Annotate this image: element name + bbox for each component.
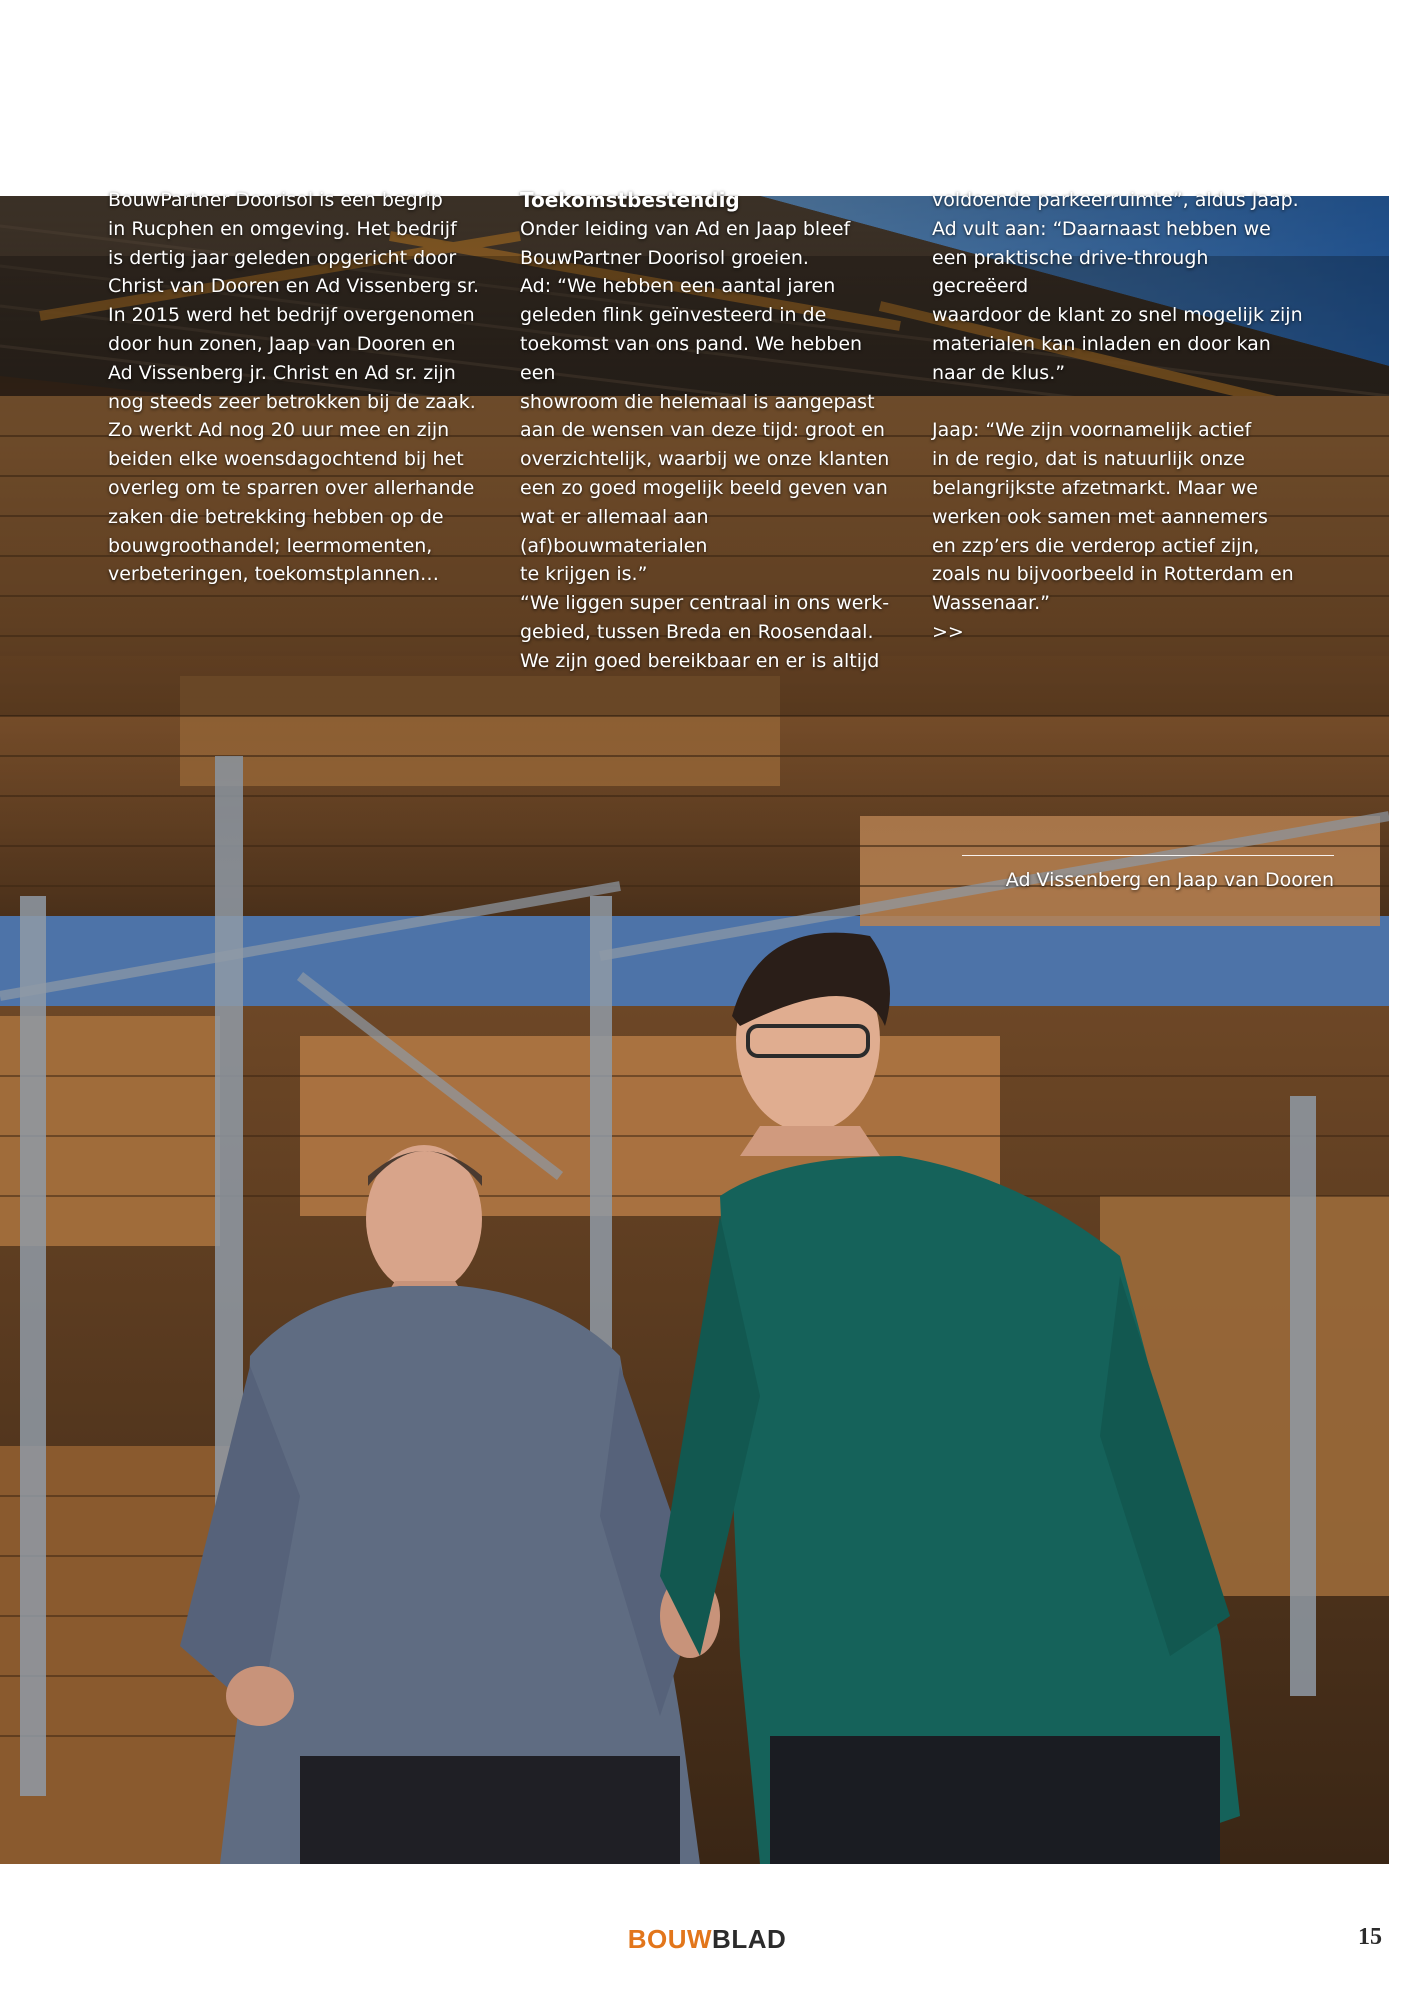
caption-divider xyxy=(962,855,1334,856)
section-heading: Toekomstbestendig xyxy=(520,188,740,212)
article-column-3 xyxy=(932,186,1308,647)
page-number: 15 xyxy=(1358,1924,1382,1950)
intro-paragraph: BouwPartner Doorisol is een begrip in Rucphen en omgeving. Het bedrijf is dertig jaar geleden opgericht door Christ van Dooren en Ad Vissenberg sr. In 2015 werd het bedrijf overgenomen door hun zonen, Jaap van Dooren en Ad Vissenberg jr. Christ en Ad sr. zijn nog steeds zeer betrokken bij de zaak. Zo werkt Ad nog 20 uur mee en zijn beiden elke woensdagochtend bij het overleg om te sparren over allerhande zaken die betrekking hebben op de bouwgroothandel; leermomenten, verbeteringen, toekomstplannen… xyxy=(108,189,480,586)
quote-paragraph: Jaap: “We zijn voornamelijk actief in de regio, dat is natuurlijk onze belangrijkste afzetmarkt. Maar we werken ook samen met aannemers en zzp’ers die verderop actief zijn, zoals nu bijvoorbeeld in Rotterdam en Wassenaar.” xyxy=(932,419,1294,615)
logo-part-blad: BLAD xyxy=(712,1924,787,1954)
continued-paragraph: voldoende parkeerruimte”, aldus Jaap. Ad vult aan: “Daarnaast hebben we een praktische drive-through gecreëerd waardoor de klant zo snel mogelijk zijn materialen kan inladen en door kan naar de klus.” xyxy=(932,189,1303,384)
continue-marker: >> xyxy=(932,620,964,643)
article-column-2 xyxy=(520,186,896,676)
section-paragraph: Onder leiding van Ad en Jaap bleef BouwPartner Doorisol groeien. Ad: “We hebben een aantal jaren geleden flink geïnvesteerd in de toekomst van ons pand. We hebben een showroom die helemaal is aangepast aan de wensen van deze tijd: groot en overzichtelijk, waarbij we onze klanten een zo goed mogelijk beeld geven van wat er allemaal aan (af)bouwmaterialen te krijgen is.” “We liggen super centraal in ons werk- gebied, tussen Breda en Roosendaal. We zijn goed bereikbaar en er is altijd xyxy=(520,217,890,672)
photo-caption: Ad Vissenberg en Jaap van Dooren xyxy=(1005,869,1334,891)
logo-part-bouw: BOUW xyxy=(627,1924,713,1954)
article-column-1 xyxy=(108,186,484,589)
bouwblad-logo xyxy=(0,1924,1414,1955)
